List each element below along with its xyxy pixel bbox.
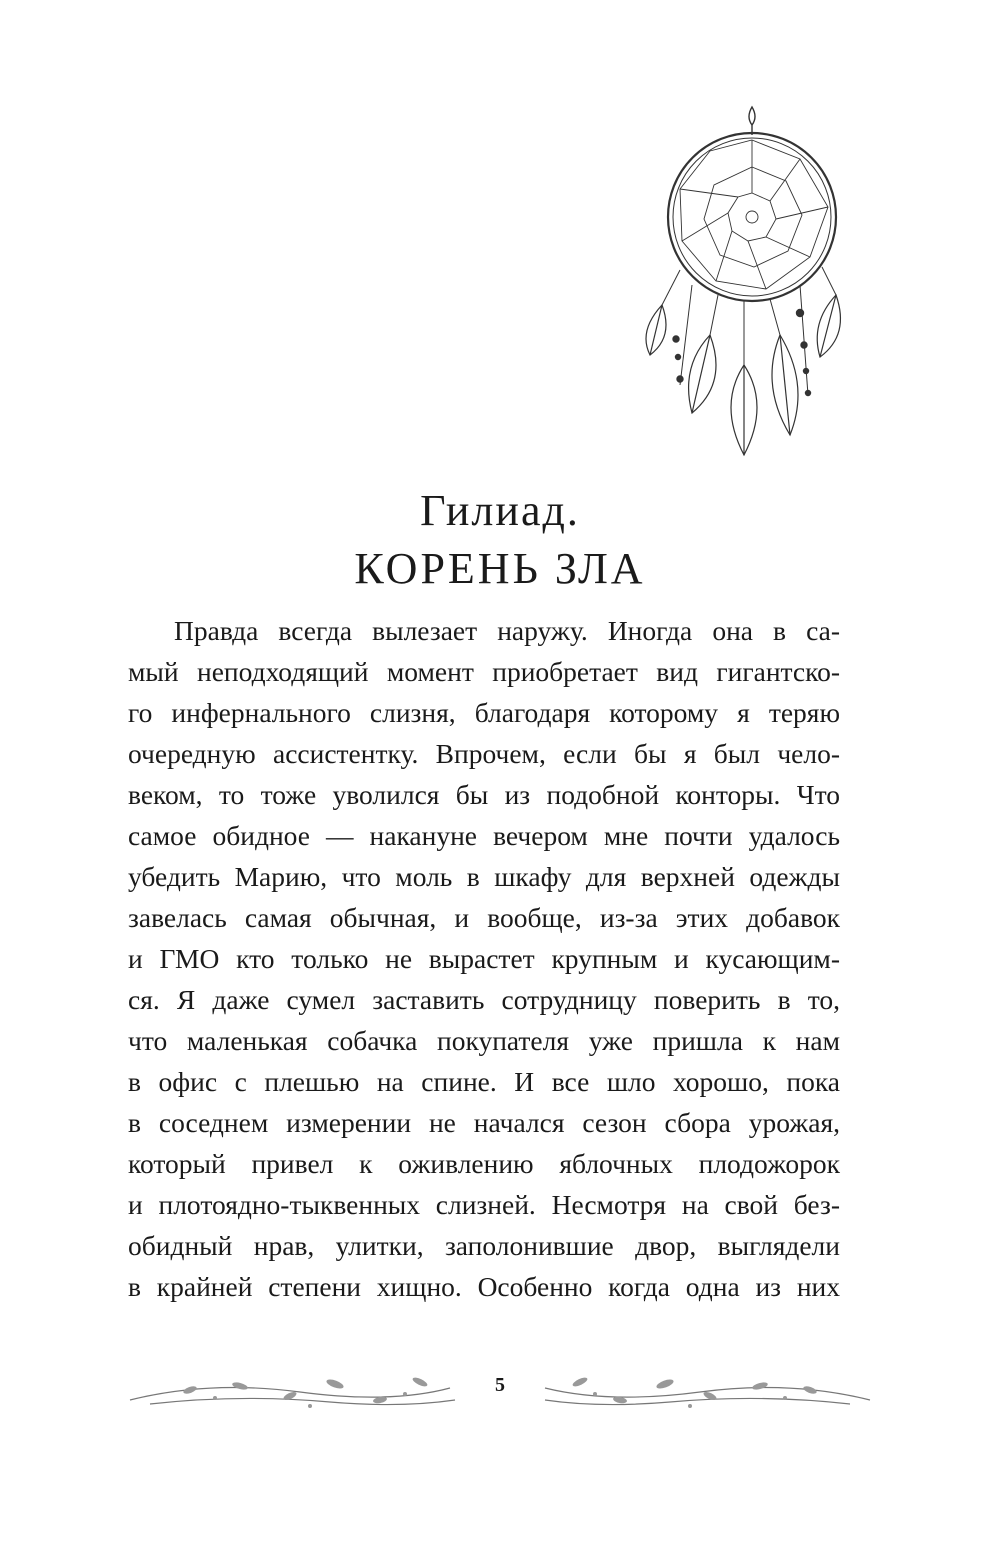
text-line: обидный нрав, улитки, заполонившие двор, выглядели (128, 1230, 840, 1261)
text-line: го инфернального слизня, благодаря которому я теряю (128, 697, 840, 728)
page-number: 5 (495, 1374, 505, 1396)
chapter-title-line-1: Гилиад. (420, 486, 580, 535)
text-line: очередную ассистентку. Впрочем, если бы я был чело- (128, 738, 840, 769)
text-line: самое обидное — накануне вечером мне почти удалось (128, 820, 840, 851)
text-line: мый неподходящий момент приобретает вид гигантско- (128, 656, 840, 687)
text-line: ся. Я даже сумел заставить сотрудницу поверить в то, (128, 984, 840, 1015)
chapter-title (0, 482, 1000, 598)
text-line: завелась самая обычная, и вообще, из-за этих добавок (128, 902, 840, 933)
text-line: в офис с плешью на спине. И все шло хорошо, пока (128, 1066, 840, 1097)
text-line: в соседнем измерении не начался сезон сбора урожая, (128, 1107, 840, 1138)
text-line: веком, то тоже уволился бы из подобной конторы. Что (128, 779, 840, 810)
text-line: Правда всегда вылезает наружу. Иногда она в са- (174, 615, 840, 646)
dreamcatcher-illustration (640, 95, 870, 475)
text-line: что маленькая собачка покупателя уже пришла к нам (128, 1025, 840, 1056)
chapter-title-line-2: КОРЕНЬ ЗЛА (354, 544, 646, 593)
chapter-body-text (128, 610, 840, 1307)
text-line: убедить Марию, что моль в шкафу для верхней одежды (128, 861, 840, 892)
text-line: и плотоядно-тыквенных слизней. Несмотря на свой без- (128, 1189, 840, 1220)
text-line: и ГМО кто только не вырастет крупным и кусающим- (128, 943, 840, 974)
text-line: в крайней степени хищно. Особенно когда одна из них (128, 1271, 840, 1302)
text-line: который привел к оживлению яблочных плодожорок (128, 1148, 840, 1179)
